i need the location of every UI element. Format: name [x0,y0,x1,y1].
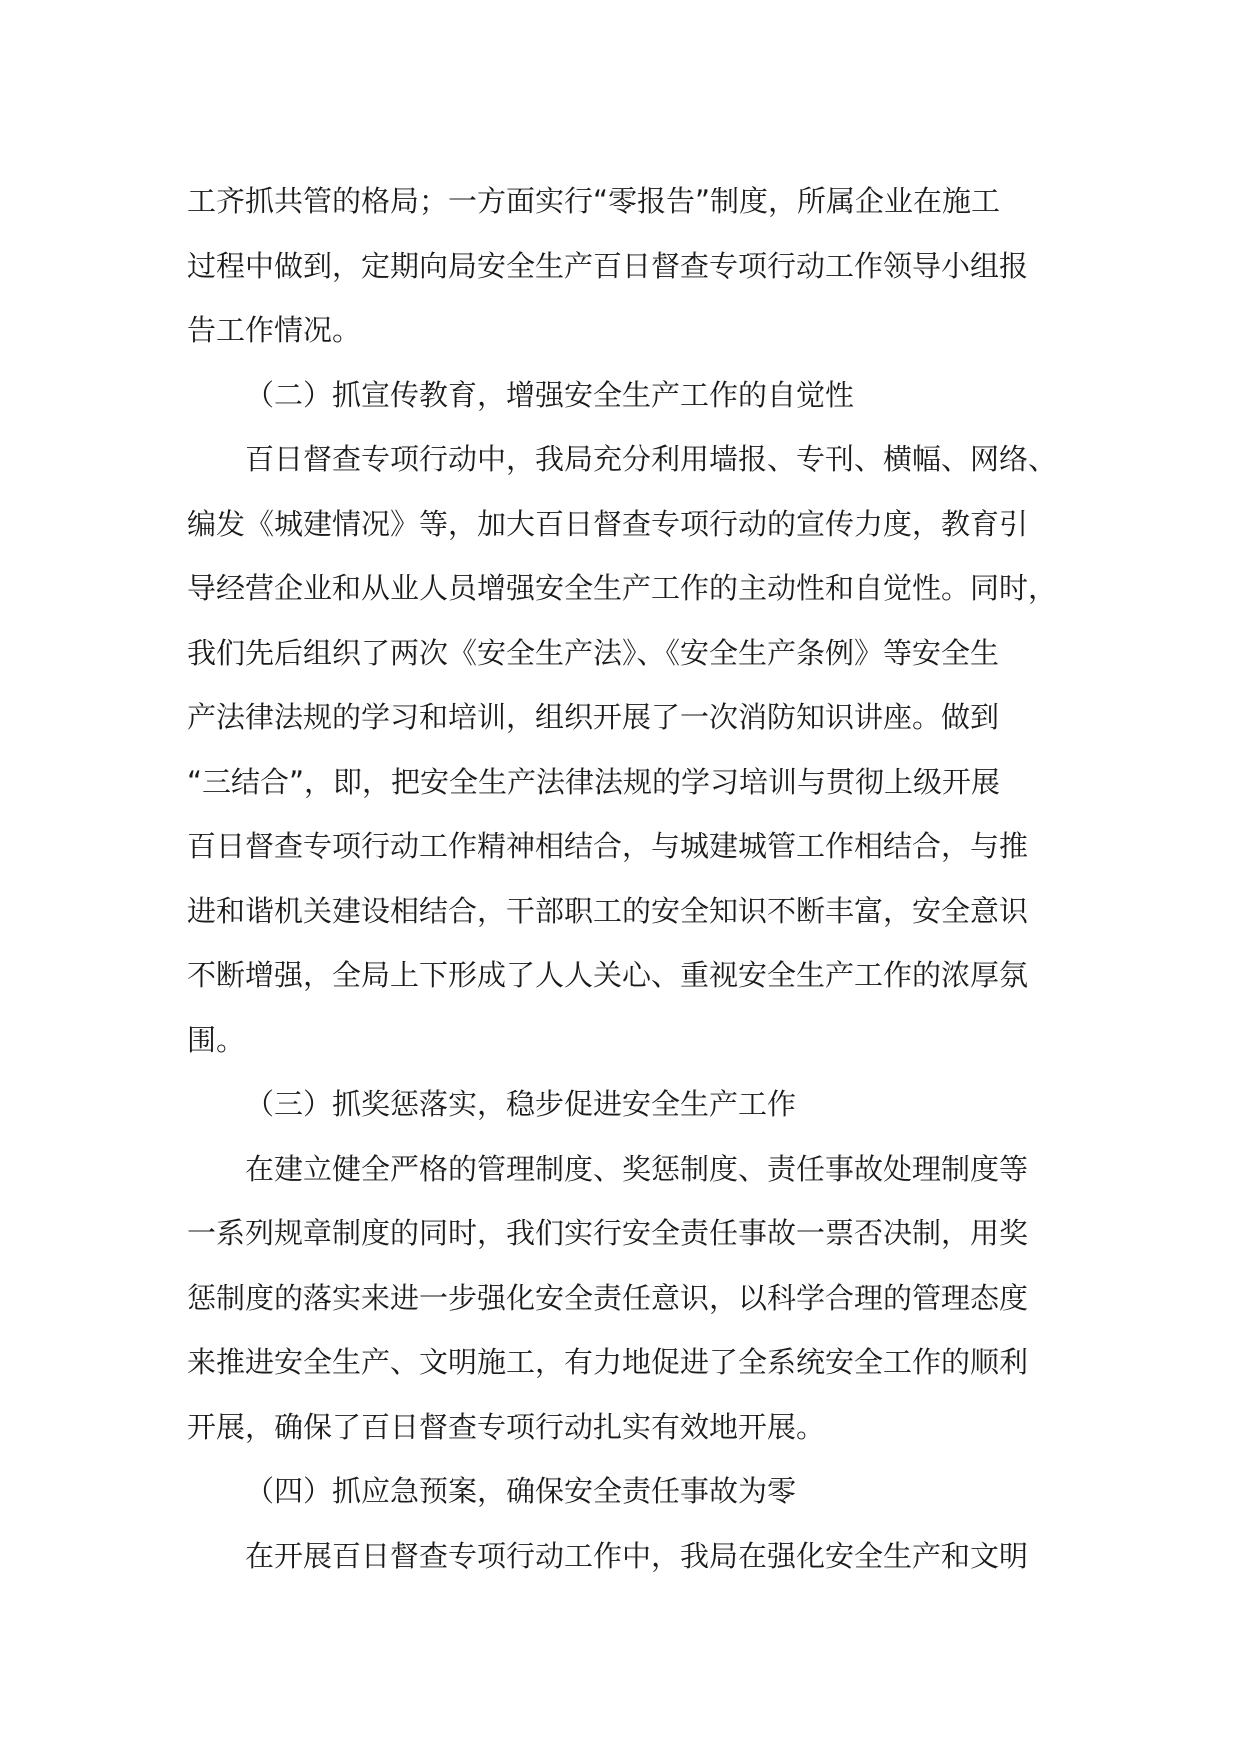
text-line: 我们先后组织了两次《安全生产法》、《安全生产条例》等安全生 [187,635,1000,670]
text-line: 围。 [187,1022,246,1057]
section-heading: （四）抓应急预案，确保安全责任事故为零 [245,1474,797,1508]
text-line: 在建立健全严格的管理制度、奖惩制度、责任事故处理制度等 [245,1151,1029,1186]
text-line: 过程中做到，定期向局安全生产百日督查专项行动工作领导小组报 [187,248,1029,283]
text-line: 导经营企业和从业人员增强安全生产工作的主动性和自觉性。同时， [187,571,1058,605]
text-line: “三结合”，即，把安全生产法律法规的学习培训与贯彻上级开展 [187,764,1001,799]
text-line: 百日督查专项行动中，我局充分利用墙报、专刊、横幅、网络、 [245,442,1058,476]
text-line: 不断增强，全局上下形成了人人关心、重视安全生产工作的浓厚氛 [187,958,1029,992]
document-body [187,169,1087,1588]
text-line: 在开展百日督查专项行动工作中，我局在强化安全生产和文明 [245,1538,1029,1573]
text-line: 一系列规章制度的同时，我们实行安全责任事故一票否决制，用奖 [187,1216,1029,1250]
section-heading: （三）抓奖惩落实，稳步促进安全生产工作 [245,1087,797,1121]
text-line: 编发《城建情况》等，加大百日督查专项行动的宣传力度，教育引 [187,506,1029,541]
section-heading: （二）抓宣传教育，增强安全生产工作的自觉性 [245,377,855,412]
text-line: 产法律法规的学习和培训，组织开展了一次消防知识讲座。做到 [187,700,1000,734]
text-line: 告工作情况。 [187,313,362,347]
text-line: 工齐抓共管的格局；一方面实行“零报告”制度，所属企业在施工 [187,184,1001,218]
text-line: 惩制度的落实来进一步强化安全责任意识，以科学合理的管理态度 [187,1280,1029,1315]
text-line: 进和谐机关建设相结合，干部职工的安全知识不断丰富，安全意识 [187,893,1029,928]
text-line: 开展，确保了百日督查专项行动扎实有效地开展。 [187,1409,826,1444]
text-line: 来推进安全生产、文明施工，有力地促进了全系统安全工作的顺利 [187,1345,1029,1379]
text-line: 百日督查专项行动工作精神相结合，与城建城管工作相结合，与推 [187,829,1029,863]
